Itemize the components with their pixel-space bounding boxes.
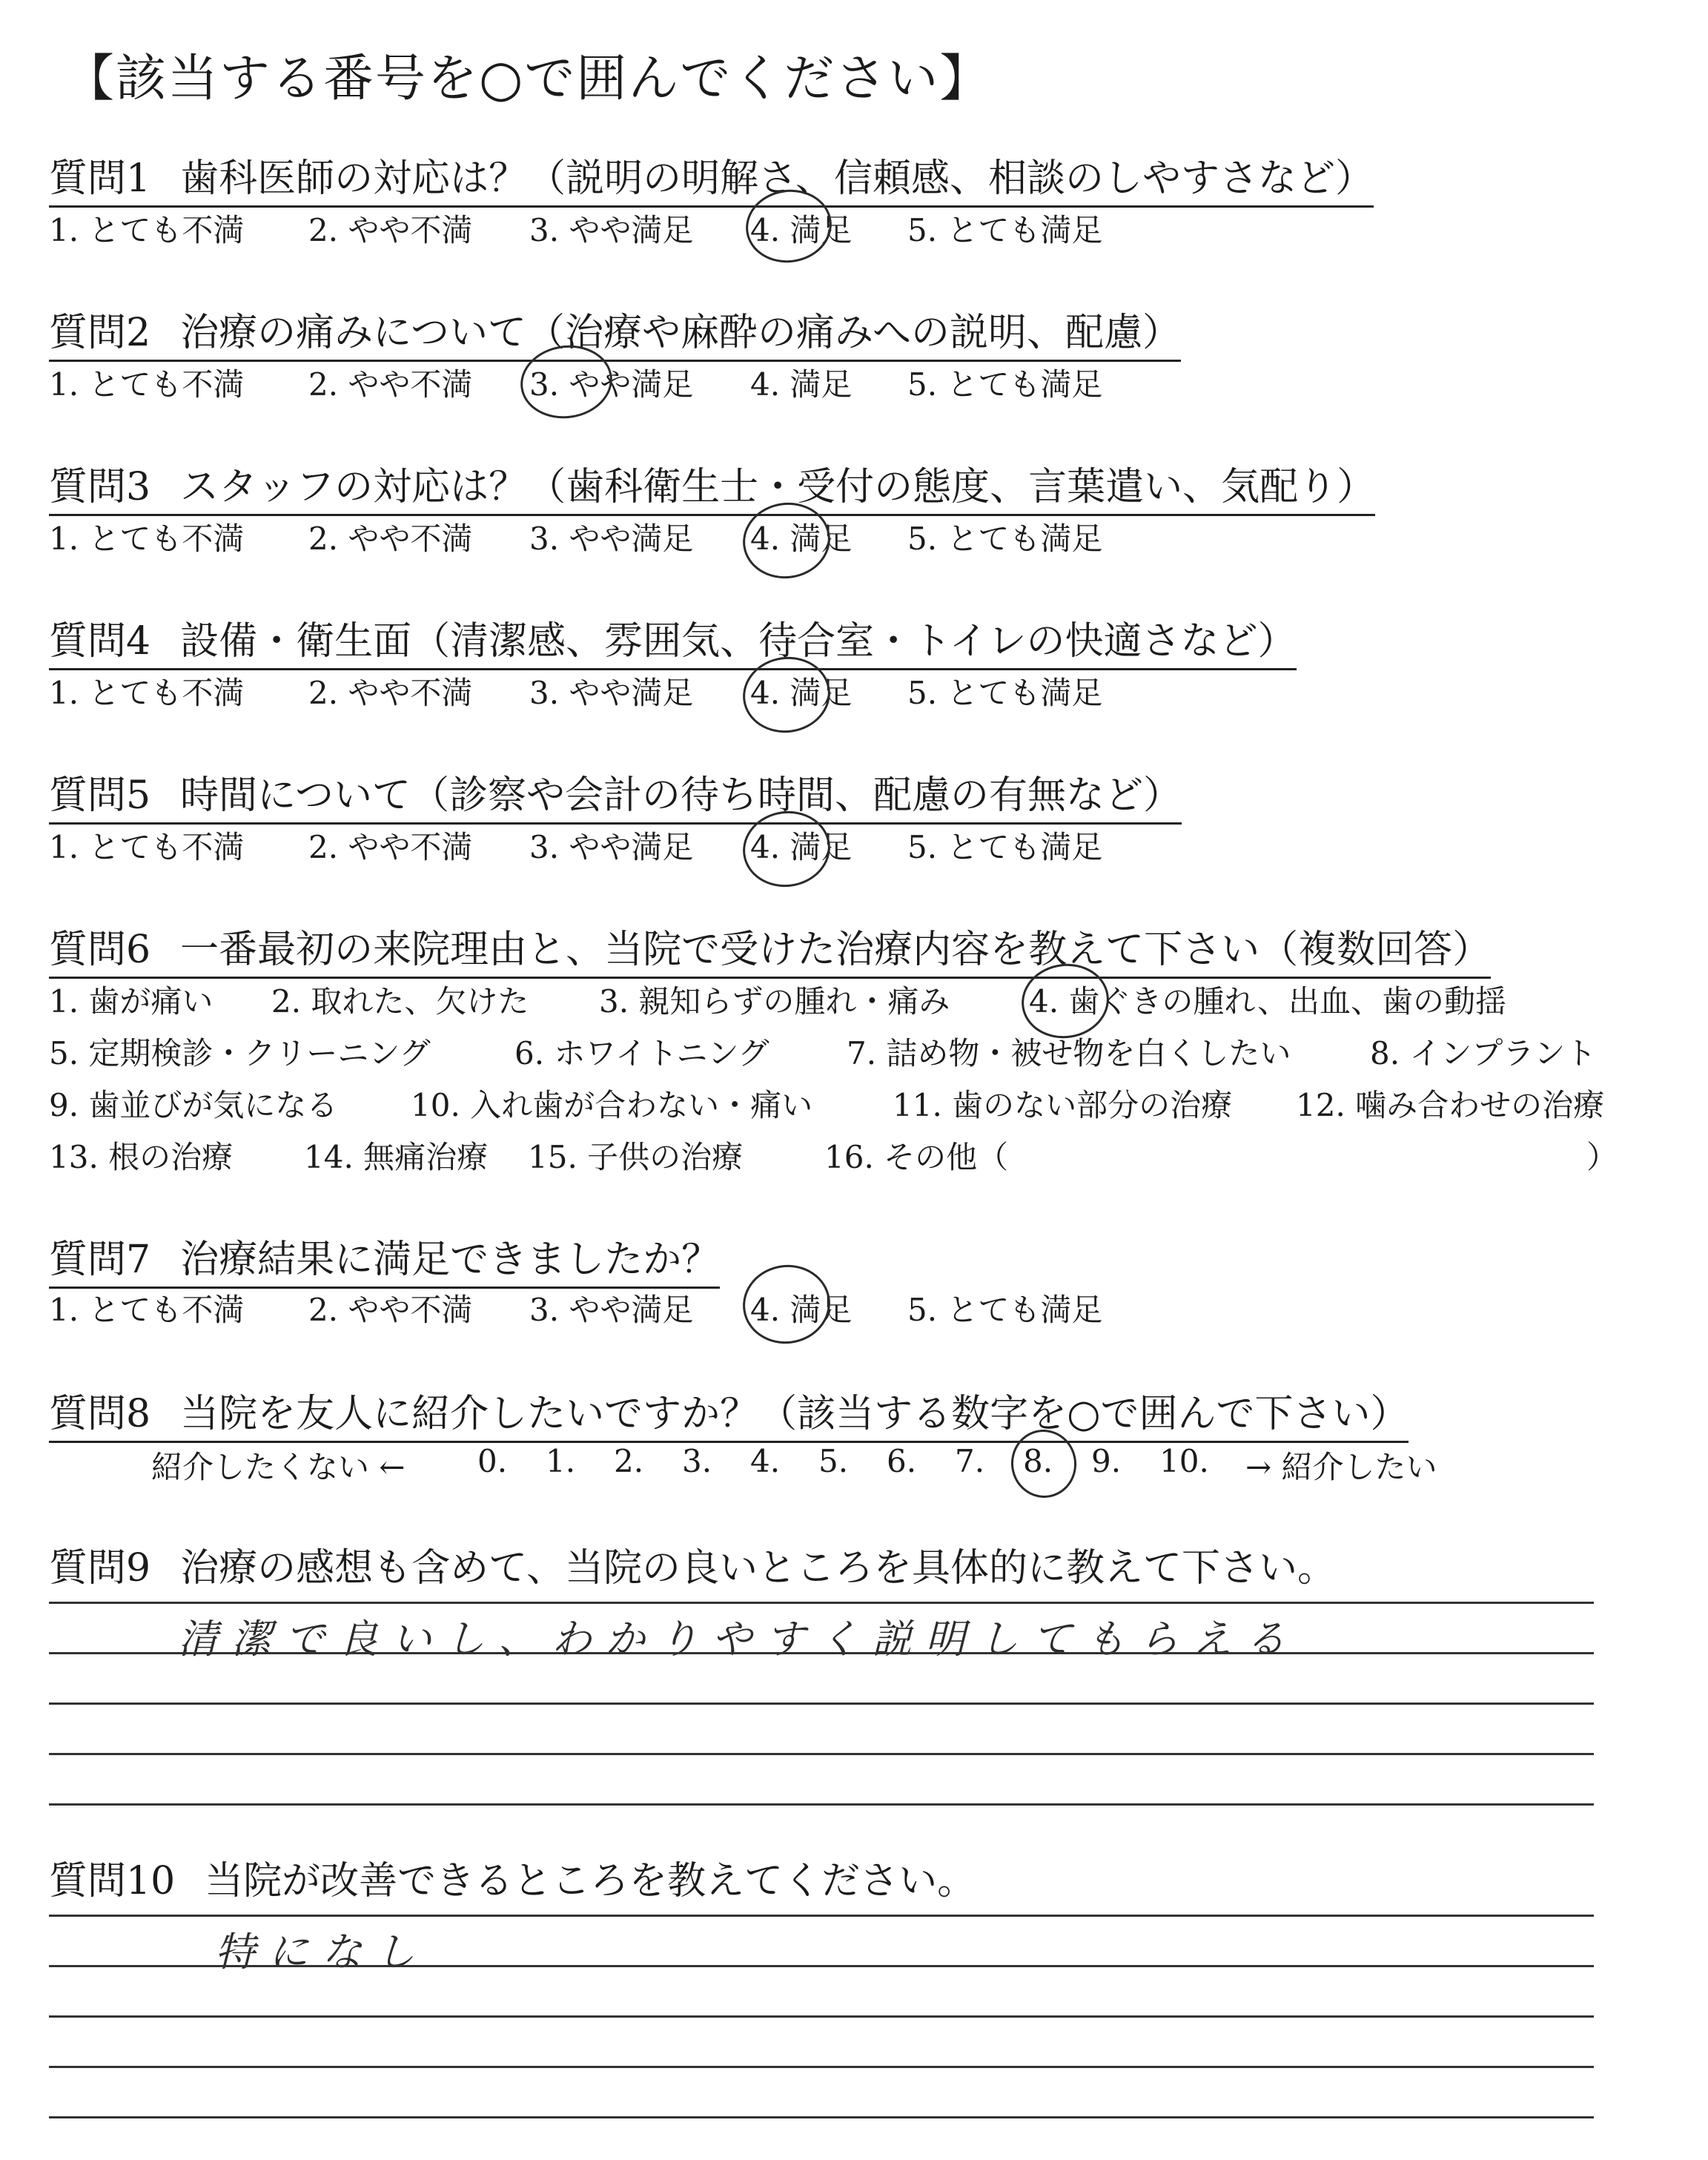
option-2[interactable]: 2. やや不満 [308, 212, 473, 248]
option-4[interactable]: 4. 満足 [750, 521, 853, 557]
option-5[interactable]: 5. 定期検診・クリーニング [49, 1035, 431, 1071]
question-text: 当院が改善できるところを教えてください。 [205, 1859, 976, 1903]
question-text: 時間について（診察や会計の待ち時間、配慮の有無など） [180, 773, 1182, 818]
question-text: 治療の痛みについて（治療や麻酔の痛みへの説明、配慮） [180, 311, 1182, 355]
question-9-heading [49, 1536, 1336, 1595]
option-3[interactable]: 3. やや満足 [529, 366, 694, 403]
option-5[interactable]: 5. とても満足 [907, 675, 1103, 711]
question-8-heading [49, 1382, 1409, 1443]
question-2-heading [49, 301, 1181, 362]
option-1[interactable]: 1. とても不満 [49, 366, 245, 403]
question-number: 質問10 [49, 1859, 176, 1903]
scale-0[interactable]: 0. [477, 1443, 508, 1479]
scale-3[interactable]: 3. [682, 1443, 712, 1479]
option-6[interactable]: 6. ホワイトニング [514, 1035, 769, 1071]
option-4[interactable]: 4. 満足 [750, 675, 853, 711]
option-1[interactable]: 1. とても不満 [49, 521, 245, 557]
option-2[interactable]: 2. やや不満 [308, 521, 473, 557]
scale-5[interactable]: 5. [818, 1443, 849, 1479]
answer-line [49, 2015, 1594, 2018]
option-2[interactable]: 2. やや不満 [308, 366, 473, 403]
option-14[interactable]: 14. 無痛治療 [304, 1139, 489, 1175]
question-number: 質問2 [49, 311, 151, 355]
answer-line [49, 1652, 1594, 1654]
handwritten-answer[interactable]: 特になし [215, 1929, 428, 1975]
scale-left-label: 紹介したくない ← [151, 1449, 406, 1485]
option-3[interactable]: 3. 親知らずの腫れ・痛み [599, 983, 950, 1020]
option-4[interactable]: 4. 満足 [750, 829, 853, 865]
option-1[interactable]: 1. とても不満 [49, 212, 245, 248]
question-1-heading [49, 147, 1374, 208]
scale-right-label: → 紹介したい [1245, 1449, 1437, 1485]
option-5[interactable]: 5. とても満足 [907, 366, 1103, 403]
option-12[interactable]: 12. 噛み合わせの治療 [1296, 1087, 1605, 1123]
option-15[interactable]: 15. 子供の治療 [528, 1139, 744, 1175]
option-4[interactable]: 4. 満足 [750, 366, 853, 403]
question-number: 質問6 [49, 928, 151, 972]
answer-line [49, 1753, 1594, 1755]
option-3[interactable]: 3. やや満足 [529, 1292, 694, 1328]
question-4-heading [49, 610, 1297, 670]
question-number: 質問8 [49, 1392, 151, 1436]
option-1[interactable]: 1. とても不満 [49, 829, 245, 865]
question-10-heading [49, 1849, 976, 1908]
question-text: 治療結果に満足できましたか？ [180, 1238, 721, 1282]
scale-2[interactable]: 2. [614, 1443, 644, 1479]
option-3[interactable]: 3. やや満足 [529, 212, 694, 248]
answer-line [49, 2066, 1594, 2068]
option-8[interactable]: 8. インプラント [1370, 1035, 1597, 1071]
question-text: スタッフの対応は？（歯科衛生士・受付の態度、言葉遣い、気配り） [180, 465, 1376, 509]
scale-1[interactable]: 1. [546, 1443, 576, 1479]
scale-4[interactable]: 4. [750, 1443, 781, 1479]
option-7[interactable]: 7. 詰め物・被せ物を白くしたい [847, 1035, 1291, 1071]
question-text: 当院を友人に紹介したいですか？（該当する数字を○で囲んで下さい） [180, 1392, 1409, 1436]
option-3[interactable]: 3. やや満足 [529, 675, 694, 711]
question-5-heading [49, 764, 1182, 825]
option-4[interactable]: 4. 満足 [750, 1292, 853, 1328]
option-5[interactable]: 5. とても満足 [907, 521, 1103, 557]
option-5[interactable]: 5. とても満足 [907, 212, 1103, 248]
handwritten-answer[interactable]: 清潔で良いし、わかりやすく説明してもらえる [178, 1616, 1299, 1662]
question-text: 一番最初の来院理由と、当院で受けた治療内容を教えて下さい（複数回答） [180, 928, 1492, 972]
option-9[interactable]: 9. 歯並びが気になる [49, 1087, 338, 1123]
option-5[interactable]: 5. とても満足 [907, 1292, 1103, 1328]
option-1[interactable]: 1. 歯が痛い [49, 983, 214, 1020]
option-2[interactable]: 2. やや不満 [308, 675, 473, 711]
answer-line [49, 1803, 1594, 1806]
option-1[interactable]: 1. とても不満 [49, 675, 245, 711]
scale-9[interactable]: 9. [1091, 1443, 1122, 1479]
question-number: 質問1 [49, 156, 151, 201]
answer-line [49, 1915, 1594, 1917]
option-3[interactable]: 3. やや満足 [529, 521, 694, 557]
question-3-heading [49, 455, 1375, 516]
option-10[interactable]: 10. 入れ歯が合わない・痛い [411, 1087, 813, 1123]
question-number: 質問7 [49, 1238, 151, 1282]
question-6-heading [49, 918, 1491, 979]
question-number: 質問5 [49, 773, 151, 818]
selected-answer-circle [738, 1259, 835, 1349]
question-number: 質問4 [49, 619, 151, 664]
form-title: 【該当する番号を○で囲んでください】 [64, 50, 992, 108]
question-7-heading [49, 1228, 720, 1289]
option-11[interactable]: 11. 歯のない部分の治療 [893, 1087, 1233, 1123]
question-text: 治療の感想も含めて、当院の良いところを具体的に教えて下さい。 [180, 1546, 1337, 1591]
option-2[interactable]: 2. やや不満 [308, 1292, 473, 1328]
option-1[interactable]: 1. とても不満 [49, 1292, 245, 1328]
question-text: 歯科医師の対応は？（説明の明解さ、信頼感、相談のしやすさなど） [180, 156, 1374, 201]
option-5[interactable]: 5. とても満足 [907, 829, 1103, 865]
scale-10[interactable]: 10. [1159, 1443, 1209, 1479]
scale-7[interactable]: 7. [955, 1443, 985, 1479]
option-16-other[interactable]: 16. その他（ [824, 1139, 1009, 1175]
option-4[interactable]: 4. 満足 [750, 212, 853, 248]
other-close-paren: ） [1586, 1139, 1618, 1175]
option-13[interactable]: 13. 根の治療 [49, 1139, 234, 1175]
scale-6[interactable]: 6. [887, 1443, 917, 1479]
answer-line [49, 1965, 1594, 1967]
answer-line [49, 1702, 1594, 1705]
answer-line [49, 1602, 1594, 1604]
option-2[interactable]: 2. 取れた、欠けた [271, 983, 529, 1020]
answer-line [49, 2116, 1594, 2118]
option-4[interactable]: 4. 歯ぐきの腫れ、出血、歯の動揺 [1029, 983, 1506, 1020]
question-text: 設備・衛生面（清潔感、雰囲気、待合室・トイレの快適さなど） [180, 619, 1297, 664]
question-number: 質問9 [49, 1546, 151, 1591]
option-3[interactable]: 3. やや満足 [529, 829, 694, 865]
question-number: 質問3 [49, 465, 151, 509]
option-2[interactable]: 2. やや不満 [308, 829, 473, 865]
scale-8[interactable]: 8. [1023, 1443, 1053, 1479]
